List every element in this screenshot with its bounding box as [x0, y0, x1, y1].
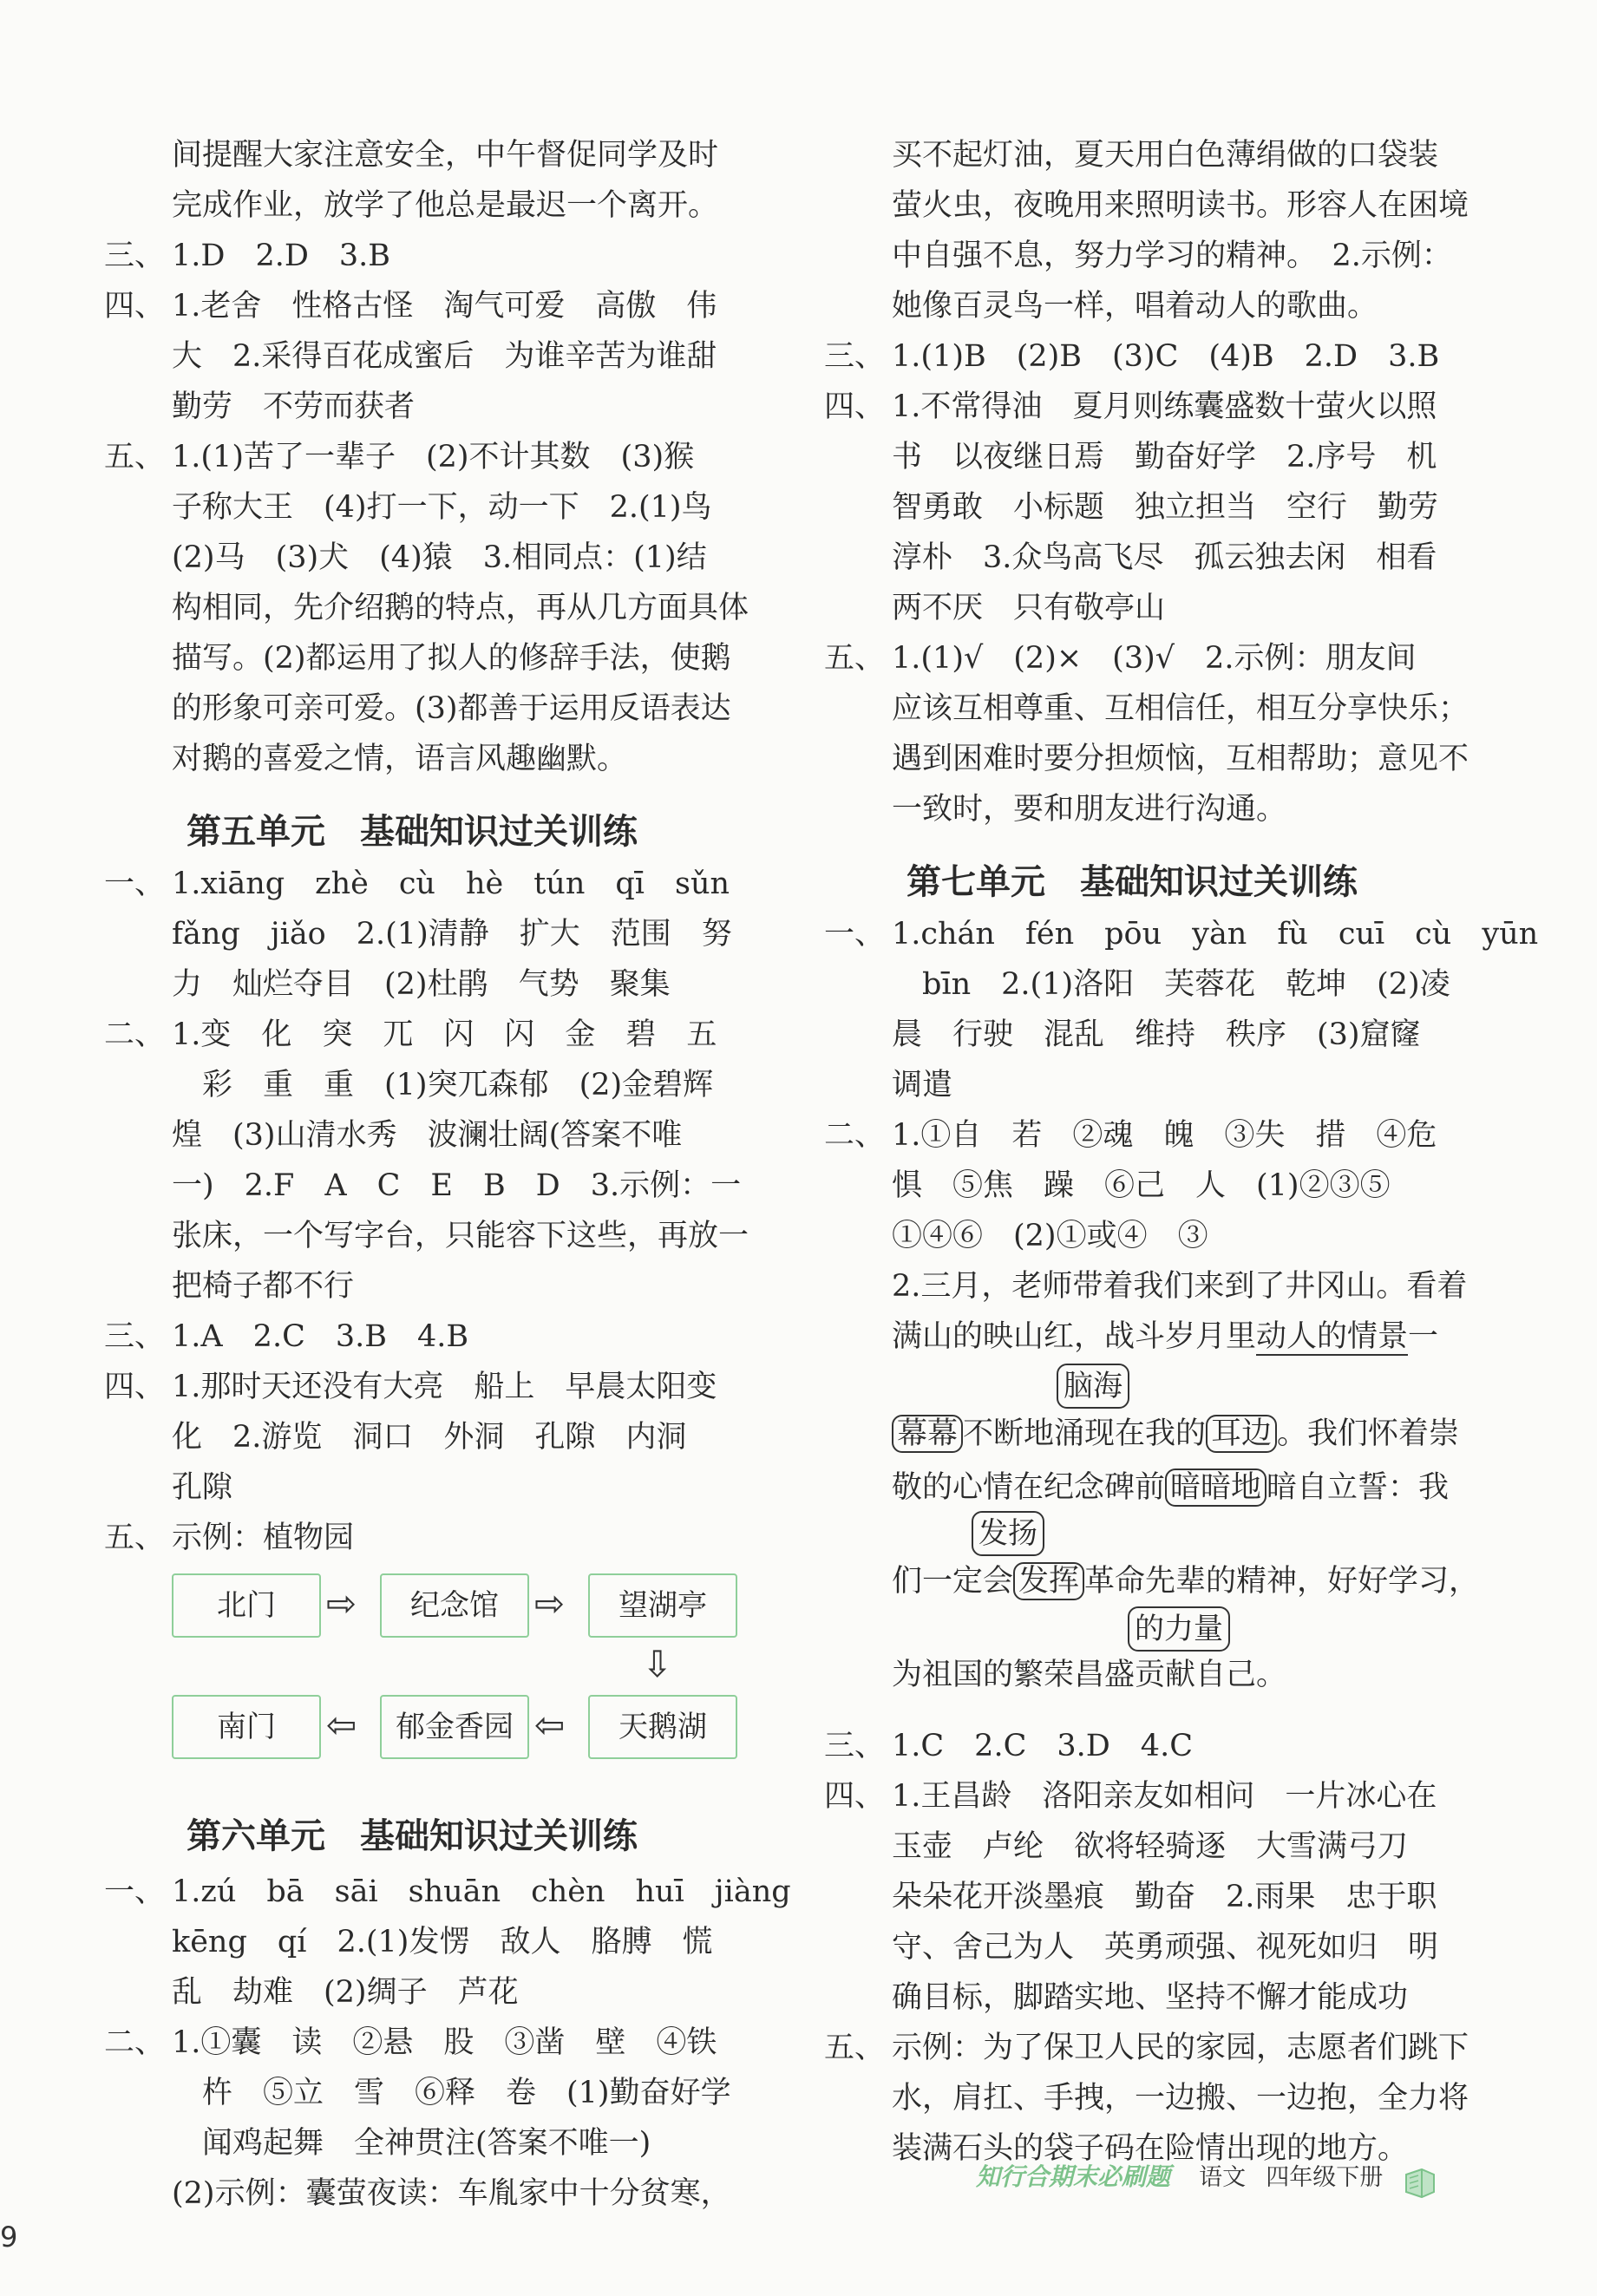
answer-text: 智勇敢 小标题 独立担当 空行 勤劳: [892, 490, 1439, 525]
answer-text: 1.①自 若 ②魂 魄 ③失 措 ④危: [892, 1118, 1437, 1153]
answer-text: 把椅子都不行: [172, 1269, 355, 1304]
answer-text: 朵朵花开淡墨痕 勤奋 2.雨果 忠于职: [892, 1880, 1437, 1914]
answer-text: 张床，一个写字台，只能容下这些，再放一: [172, 1219, 749, 1253]
answer-text: 煌 (3)山清水秀 波澜壮阔(答案不唯: [172, 1118, 683, 1153]
answer-line: [104, 1412, 772, 1462]
answer-text: ①④⑥ (2)①或④ ③: [892, 1219, 1208, 1253]
corr-text: 满山的映山红，战斗岁月里: [892, 1319, 1257, 1354]
answer-line: [824, 1060, 1492, 1110]
corr-text: 一: [1408, 1319, 1439, 1354]
answer-text: 水，肩扛、手拽，一边搬、一边抱，全力将: [892, 2081, 1469, 2116]
answer-text: 1.C 2.C 3.D 4.C: [892, 1729, 1193, 1763]
answer-text: 对鹅的喜爱之情，语言风趣幽默。: [172, 742, 628, 776]
answer-text: bīn 2.(1)洛阳 芙蓉花 乾坤 (2)凌: [892, 967, 1450, 1002]
answer-line: [104, 533, 772, 583]
flow-box-lake-pavilion: 望湖亭: [588, 1573, 737, 1638]
corr-line-6: 为祖国的繁荣昌盛贡献自己。: [892, 1658, 1287, 1692]
answer-line: [104, 1917, 772, 1967]
answer-line: [104, 231, 772, 281]
answer-line: [824, 1922, 1492, 1972]
corr-text: 革命先辈的精神，好好学习，: [1084, 1564, 1480, 1599]
question-number: 五、: [824, 641, 886, 676]
answer-line: [104, 1967, 772, 2018]
question-number: 一、: [104, 867, 166, 901]
answer-line: [104, 583, 772, 633]
answer-text: 守、舍己为人 英勇顽强、视死如归 明: [892, 1930, 1439, 1965]
flow-box-memorial: 纪念馆: [380, 1573, 529, 1638]
unit6-heading: [104, 1806, 772, 1867]
answer-line: [104, 1362, 772, 1412]
arrow-right-icon: ⇨: [326, 1582, 357, 1625]
answer-line: [824, 1211, 1492, 1261]
flow-box-south-gate: 南门: [172, 1695, 321, 1759]
answer-text: 间提醒大家注意安全，中午督促同学及时: [172, 138, 719, 173]
answer-line: [104, 281, 772, 331]
answer-text: 完成作业，放学了他总是最迟一个离开。: [172, 188, 719, 223]
page-footer: [976, 2155, 1437, 2199]
answer-line: [824, 231, 1492, 281]
flow-box-tulip-garden: 郁金香园: [380, 1695, 529, 1759]
answer-line: [824, 633, 1492, 684]
corr-circle-mark: 发挥: [1013, 1562, 1084, 1600]
answer-line: [824, 583, 1492, 633]
answer-line: [104, 1261, 772, 1312]
left-column: [104, 130, 791, 2219]
answer-line: [824, 1822, 1492, 1872]
question-number: 四、: [104, 289, 166, 324]
answer-text: 1.D 2.D 3.B: [172, 239, 391, 273]
answer-text: 示例：为了保卫人民的家园，志愿者们跳下: [892, 2031, 1469, 2065]
answer-text: 描写。(2)都运用了拟人的修辞手法，使鹅: [172, 641, 731, 676]
answer-line: [824, 2073, 1492, 2123]
answer-line: [104, 959, 772, 1010]
unit6-heading-b: 基础知识过关训练: [360, 1816, 638, 1856]
answer-line: [104, 432, 772, 482]
answer-text: 玉壶 卢纶 欲将轻骑逐 大雪满弓刀: [892, 1829, 1409, 1864]
answer-text: 中自强不息，努力学习的精神。 2.示例：: [892, 239, 1452, 273]
question-number: 五、: [104, 1521, 166, 1555]
answer-text: 一致时，要和朋友进行沟通。: [892, 792, 1287, 827]
answer-line: [104, 2118, 772, 2168]
answer-text: 晨 行驶 混乱 维持 秩序 (3)窟窿: [892, 1017, 1421, 1052]
answer-text: (2)马 (3)犬 (4)猿 3.相同点：(1)结: [172, 540, 707, 575]
answer-line: [824, 1771, 1492, 1822]
corr-line-3: [892, 1409, 1459, 1459]
page-number: 9: [0, 2221, 18, 2253]
answer-line: [104, 482, 772, 533]
right-intro-answers: [824, 130, 1492, 834]
answer-line: [824, 130, 1492, 180]
answer-text: 1.zú bā sāi shuān chèn huī jiàng: [172, 1874, 791, 1909]
answer-text: 示例：植物园: [172, 1521, 355, 1555]
corr-circle-mark: 暗暗地: [1165, 1469, 1266, 1507]
question-number: 五、: [824, 2031, 886, 2065]
answer-text: 1.不常得油 夏月则练囊盛数十萤火以照: [892, 389, 1437, 424]
answer-line: [104, 2168, 772, 2219]
answer-text: 子称大王 (4)打一下，动一下 2.(1)鸟: [172, 490, 712, 525]
corr-line-5: [892, 1556, 1479, 1606]
question-number: 一、: [104, 1874, 166, 1909]
answer-line: [824, 2023, 1492, 2073]
answer-text: 1.王昌龄 洛阳亲友如相问 一片冰心在: [892, 1779, 1437, 1814]
answer-line: [104, 859, 772, 909]
answer-line: [104, 1161, 772, 1211]
answer-line: [824, 382, 1492, 432]
brand-logo-text: 知行合期末必刷题: [976, 2162, 1171, 2191]
corr-text: 们一定会: [892, 1564, 1014, 1599]
unit7-heading: [824, 834, 1492, 909]
answer-line: [104, 1312, 772, 1362]
answer-text: 杵 ⑤立 雪 ⑥释 卷 (1)勤奋好学: [172, 2076, 731, 2110]
answer-text: 闻鸡起舞 全神贯注(答案不唯一): [172, 2126, 651, 2161]
corr-line-4: [892, 1462, 1449, 1513]
unit6-heading-a: 第六单元: [187, 1816, 325, 1856]
answer-line: [104, 1462, 772, 1513]
answer-text: 萤火虫，夜晚用来照明读书。形容人在困境: [892, 188, 1469, 223]
corr-text: 。我们怀着崇: [1277, 1416, 1460, 1451]
arrow-left-icon: ⇦: [534, 1704, 566, 1746]
question-number: 二、: [104, 2025, 166, 2060]
answer-text: 1.(1)√ (2)× (3)√ 2.示例：朋友间: [892, 641, 1417, 676]
question-number: 二、: [824, 1118, 886, 1153]
arrow-down-icon: ⇩: [642, 1643, 673, 1685]
corr-line-2: [892, 1312, 1438, 1362]
answer-text: 乱 劫难 (2)绸子 芦花: [172, 1975, 519, 2010]
corr-underline-mark: 动人的情景: [1256, 1319, 1409, 1354]
correction-exercise: [824, 1261, 1492, 1695]
answer-line: [104, 130, 772, 180]
answer-text: 买不起灯油，夏天用白色薄绢做的口袋装: [892, 138, 1439, 173]
answer-line: [104, 2018, 772, 2068]
answer-text: 彩 重 重 (1)突兀森郁 (2)金碧辉: [172, 1068, 714, 1102]
question-number: 三、: [104, 239, 166, 273]
corr-line-1: 2.三月，老师带着我们来到了井冈山。看着: [892, 1269, 1468, 1304]
answer-text: 确目标，脚踏实地、坚持不懈才能成功: [892, 1980, 1409, 2015]
unit7-answers-a: [824, 909, 1539, 1261]
unit6-answers: [104, 1867, 791, 2219]
answer-text: kēng qí 2.(1)发愣 敌人 胳膊 慌: [172, 1925, 713, 1959]
question-number: 一、: [824, 917, 886, 952]
answer-text: 她像百灵鸟一样，唱着动人的歌曲。: [892, 289, 1378, 324]
answer-text: 化 2.游览 洞口 外洞 孔隙 内洞: [172, 1420, 687, 1455]
right-column: [824, 130, 1539, 2174]
grade-label: 四年级下册: [1266, 2164, 1384, 2191]
answer-line: [104, 633, 772, 684]
answer-line: [104, 331, 772, 382]
arrow-left-icon: ⇦: [326, 1704, 357, 1746]
flow-box-north-gate: 北门: [172, 1573, 321, 1638]
answer-text: 1.(1)苦了一辈子 (2)不计其数 (3)猴: [172, 440, 695, 474]
answer-line: [104, 734, 772, 784]
answer-text: 力 灿烂夺目 (2)杜鹃 气势 聚集: [172, 967, 671, 1002]
answer-line: [104, 1010, 772, 1060]
answer-text: 勤劳 不劳而获者: [172, 389, 416, 424]
answer-text: 书 以夜继日焉 勤奋好学 2.序号 机: [892, 440, 1437, 474]
question-number: 四、: [824, 389, 886, 424]
question-number: 四、: [104, 1370, 166, 1404]
answer-text: 1.(1)B (2)B (3)C (4)B 2.D 3.B: [892, 339, 1440, 374]
question-number: 四、: [824, 1779, 886, 1814]
corr-circle-mark: 幕幕: [892, 1415, 963, 1453]
answer-line: [824, 1972, 1492, 2023]
answer-line: [824, 482, 1492, 533]
answer-line: [824, 1872, 1492, 1922]
answer-line: [824, 180, 1492, 231]
answer-text: 孔隙: [172, 1470, 233, 1505]
unit5-heading-a: 第五单元: [187, 812, 325, 852]
answer-text: 两不厌 只有敬亭山: [892, 591, 1166, 625]
answer-text: 一) 2.F A C E B D 3.示例：一: [172, 1168, 742, 1203]
answer-line: [104, 2068, 772, 2118]
answer-text: 1.那时天还没有大亮 船上 早晨太阳变: [172, 1370, 717, 1404]
answer-text: 惧 ⑤焦 躁 ⑥己 人 (1)②③⑤: [892, 1168, 1391, 1203]
answer-text: 大 2.采得百花成蜜后 为谁辛苦为谁甜: [172, 339, 717, 374]
answer-line: [824, 1721, 1492, 1771]
answer-text: (2)示例：囊萤夜读：车胤家中十分贫寒，: [172, 2176, 731, 2211]
corr-text: 暗自立誓：我: [1266, 1470, 1450, 1505]
unit7-heading-a: 第七单元: [906, 862, 1045, 902]
answer-line: [104, 1211, 772, 1261]
answer-text: 应该互相尊重、互相信任，相互分享快乐；: [892, 691, 1469, 726]
corr-text: 敬的心情在纪念碑前: [892, 1470, 1166, 1505]
flow-box-swan-lake: 天鹅湖: [588, 1695, 737, 1759]
answer-line: [104, 1867, 791, 1917]
answer-line: [104, 1513, 772, 1563]
answer-line: [104, 1060, 772, 1110]
answer-line: [824, 331, 1492, 382]
insert-mark-2: 发扬: [972, 1511, 1044, 1556]
unit5-answers: [104, 859, 772, 1563]
answer-line: [824, 734, 1492, 784]
unit5-heading: [104, 784, 772, 859]
answer-line: [824, 281, 1492, 331]
answer-line: [104, 909, 772, 959]
unit7-answers-b: [824, 1721, 1492, 2174]
question-number: 三、: [104, 1319, 166, 1354]
answer-line: [824, 533, 1492, 583]
answer-text: 1.A 2.C 3.B 4.B: [172, 1319, 469, 1354]
answer-text: 装满石头的袋子码在险情出现的地方。: [892, 2131, 1409, 2166]
answer-text: 的形象可亲可爱。(3)都善于运用反语表达: [172, 691, 731, 726]
unit7-heading-b: 基础知识过关训练: [1080, 862, 1358, 902]
corr-text: 不断地涌现在我的: [963, 1416, 1207, 1451]
route-flow-diagram: [104, 1563, 772, 1806]
answer-line: [104, 382, 772, 432]
question-number: 三、: [824, 339, 886, 374]
answer-line: [104, 684, 772, 734]
unit5-heading-b: 基础知识过关训练: [360, 812, 638, 852]
answer-line: [824, 1161, 1492, 1211]
answer-line: [824, 1110, 1492, 1161]
insert-mark-1: 脑海: [1057, 1364, 1129, 1409]
answer-line: [824, 432, 1492, 482]
answer-line: [824, 684, 1492, 734]
answer-text: 1.chán fén pōu yàn fù cuī cù yūn: [892, 917, 1539, 952]
insert-mark-3: 的力量: [1128, 1606, 1230, 1652]
answer-line: [824, 909, 1539, 959]
answer-line: [824, 784, 1492, 834]
question-number: 三、: [824, 1729, 886, 1763]
answer-text: fǎng jiǎo 2.(1)清静 扩大 范围 努: [172, 917, 732, 952]
answer-line: [824, 959, 1492, 1010]
subject-label: 语文: [1199, 2164, 1247, 2191]
book-icon: [1403, 2164, 1437, 2199]
answer-text: 1.xiāng zhè cù hè tún qī sǔn: [172, 867, 730, 901]
answer-line: [824, 1010, 1492, 1060]
question-number: 二、: [104, 1017, 166, 1052]
answer-line: [104, 180, 772, 231]
answer-text: 1.变 化 突 兀 闪 闪 金 碧 五: [172, 1017, 717, 1052]
question-number: 五、: [104, 440, 166, 474]
answer-line: [104, 1110, 772, 1161]
answer-text: 调遣: [892, 1068, 953, 1102]
answer-text: 1.①囊 读 ②悬 股 ③凿 壁 ④铁: [172, 2025, 717, 2060]
answer-text: 1.老舍 性格古怪 淘气可爱 高傲 伟: [172, 289, 717, 324]
corr-circle-mark: 耳边: [1206, 1415, 1277, 1453]
left-intro-answers: [104, 130, 772, 784]
answer-text: 构相同，先介绍鹅的特点，再从几方面具体: [172, 591, 749, 625]
arrow-right-icon: ⇨: [534, 1582, 566, 1625]
answer-text: 淳朴 3.众鸟高飞尽 孤云独去闲 相看: [892, 540, 1437, 575]
answer-text: 遇到困难时要分担烦恼，互相帮助；意见不: [892, 742, 1469, 776]
